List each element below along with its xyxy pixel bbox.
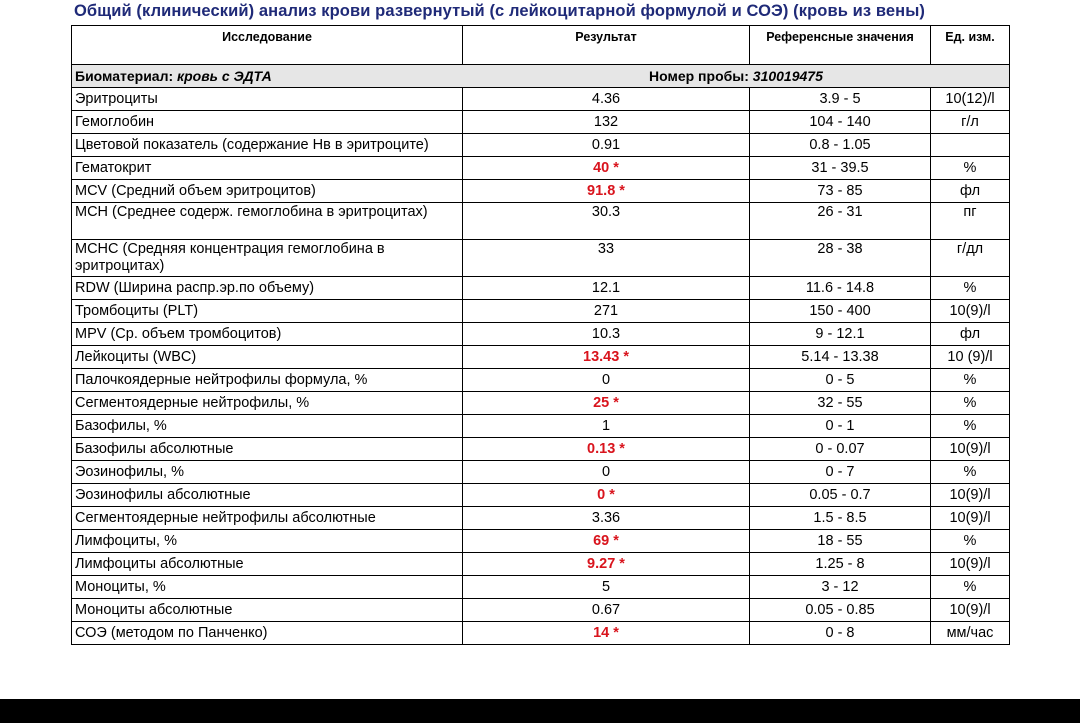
result-cell: 0.67 [463,599,750,622]
table-row [72,277,1010,300]
unit-cell: % [931,530,1010,553]
reference-cell: 104 - 140 [750,111,931,134]
unit-cell: г/л [931,111,1010,134]
unit-cell: 10(9)/l [931,438,1010,461]
test-name-cell: Гемоглобин [72,111,463,134]
test-name-cell: Лимфоциты абсолютные [72,553,463,576]
test-name-cell: RDW (Ширина распр.эр.по объему) [72,277,463,300]
reference-cell: 0.05 - 0.7 [750,484,931,507]
result-cell: 69 * [463,530,750,553]
unit-cell: % [931,461,1010,484]
test-name-cell: Гематокрит [72,157,463,180]
table-row [72,461,1010,484]
reference-cell: 31 - 39.5 [750,157,931,180]
result-cell: 91.8 * [463,180,750,203]
reference-cell: 0 - 0.07 [750,438,931,461]
result-cell: 271 [463,300,750,323]
table-row [72,484,1010,507]
table-row [72,346,1010,369]
result-cell: 14 * [463,622,750,645]
result-cell: 9.27 * [463,553,750,576]
report-title: Общий (клинический) анализ крови развернутый (с лейкоцитарной формулой и СОЭ) (кровь из вены) [74,2,926,20]
result-cell: 0 * [463,484,750,507]
reference-cell: 1.5 - 8.5 [750,507,931,530]
reference-cell: 0 - 8 [750,622,931,645]
result-cell: 25 * [463,392,750,415]
result-cell: 3.36 [463,507,750,530]
unit-cell: % [931,392,1010,415]
table-row [72,111,1010,134]
reference-cell: 3.9 - 5 [750,88,931,111]
table-row [72,157,1010,180]
table-row [72,415,1010,438]
reference-cell: 1.25 - 8 [750,553,931,576]
bottom-bar [0,699,1080,723]
unit-cell: фл [931,323,1010,346]
header-unit: Ед. изм. [931,26,1010,65]
results-table [71,25,1010,645]
result-cell: 0 [463,369,750,392]
table-row [72,369,1010,392]
reference-cell: 0.8 - 1.05 [750,134,931,157]
unit-cell: % [931,277,1010,300]
result-cell: 12.1 [463,277,750,300]
sample-value: 310019475 [752,67,823,84]
test-name-cell: Сегментоядерные нейтрофилы абсолютные [72,507,463,530]
table-row [72,323,1010,346]
result-cell: 5 [463,576,750,599]
test-name-cell: Базофилы абсолютные [72,438,463,461]
biomaterial-label: Биоматериал: [75,67,174,84]
unit-cell: г/дл [931,240,1010,277]
table-row [72,134,1010,157]
test-name-cell: Тромбоциты (PLT) [72,300,463,323]
test-name-cell: Эритроциты [72,88,463,111]
test-name-cell: Базофилы, % [72,415,463,438]
reference-cell: 3 - 12 [750,576,931,599]
sample-label: Номер пробы: [649,67,749,84]
biomaterial-cell [72,65,1010,88]
unit-cell: мм/час [931,622,1010,645]
test-name-cell: Эозинофилы абсолютные [72,484,463,507]
unit-cell: 10(9)/l [931,507,1010,530]
unit-cell: 10(9)/l [931,484,1010,507]
biomaterial-row [72,65,1010,88]
test-name-cell: MPV (Ср. объем тромбоцитов) [72,323,463,346]
result-cell: 1 [463,415,750,438]
table-row [72,530,1010,553]
result-cell: 33 [463,240,750,277]
test-name-cell: Лейкоциты (WBC) [72,346,463,369]
result-cell: 0.91 [463,134,750,157]
reference-cell: 26 - 31 [750,203,931,240]
result-cell: 4.36 [463,88,750,111]
reference-cell: 11.6 - 14.8 [750,277,931,300]
unit-cell: 10(9)/l [931,599,1010,622]
table-row [72,622,1010,645]
table-row [72,553,1010,576]
test-name-cell: Эозинофилы, % [72,461,463,484]
header-result: Результат [463,26,750,65]
header-reference: Референсные значения [750,26,931,65]
unit-cell: % [931,576,1010,599]
reference-cell: 150 - 400 [750,300,931,323]
unit-cell: % [931,157,1010,180]
test-name-cell: MCH (Среднее содерж. гемоглобина в эритроцитах) [72,203,463,240]
unit-cell: 10(9)/l [931,553,1010,576]
test-name-cell: Цветовой показатель (содержание Нв в эритроците) [72,134,463,157]
table-row [72,576,1010,599]
test-name-cell: Палочкоядерные нейтрофилы формула, % [72,369,463,392]
table-header-row [72,26,1010,65]
result-cell: 40 * [463,157,750,180]
unit-cell: пг [931,203,1010,240]
table-row [72,507,1010,530]
reference-cell: 73 - 85 [750,180,931,203]
table-row [72,203,1010,240]
test-name-cell: Моноциты, % [72,576,463,599]
table-row [72,240,1010,277]
reference-cell: 0.05 - 0.85 [750,599,931,622]
reference-cell: 18 - 55 [750,530,931,553]
test-name-cell: Сегментоядерные нейтрофилы, % [72,392,463,415]
unit-cell: 10 (9)/l [931,346,1010,369]
reference-cell: 0 - 1 [750,415,931,438]
unit-cell: % [931,415,1010,438]
table-row [72,599,1010,622]
sample-number [649,68,823,85]
table-row [72,88,1010,111]
table-row [72,300,1010,323]
reference-cell: 0 - 7 [750,461,931,484]
test-name-cell: СОЭ (методом по Панченко) [72,622,463,645]
table-row [72,438,1010,461]
reference-cell: 28 - 38 [750,240,931,277]
header-test: Исследование [72,26,463,65]
unit-cell [931,134,1010,157]
reference-cell: 9 - 12.1 [750,323,931,346]
reference-cell: 32 - 55 [750,392,931,415]
result-cell: 10.3 [463,323,750,346]
result-cell: 13.43 * [463,346,750,369]
result-cell: 30.3 [463,203,750,240]
unit-cell: фл [931,180,1010,203]
test-name-cell: MCHC (Средняя концентрация гемоглобина в эритроцитах) [72,240,463,277]
reference-cell: 0 - 5 [750,369,931,392]
result-cell: 0 [463,461,750,484]
reference-cell: 5.14 - 13.38 [750,346,931,369]
result-cell: 0.13 * [463,438,750,461]
test-name-cell: MCV (Средний объем эритроцитов) [72,180,463,203]
table-row [72,392,1010,415]
test-name-cell: Моноциты абсолютные [72,599,463,622]
table-row [72,180,1010,203]
unit-cell: 10(9)/l [931,300,1010,323]
result-cell: 132 [463,111,750,134]
unit-cell: 10(12)/l [931,88,1010,111]
unit-cell: % [931,369,1010,392]
test-name-cell: Лимфоциты, % [72,530,463,553]
biomaterial-value: кровь с ЭДТА [177,67,272,84]
